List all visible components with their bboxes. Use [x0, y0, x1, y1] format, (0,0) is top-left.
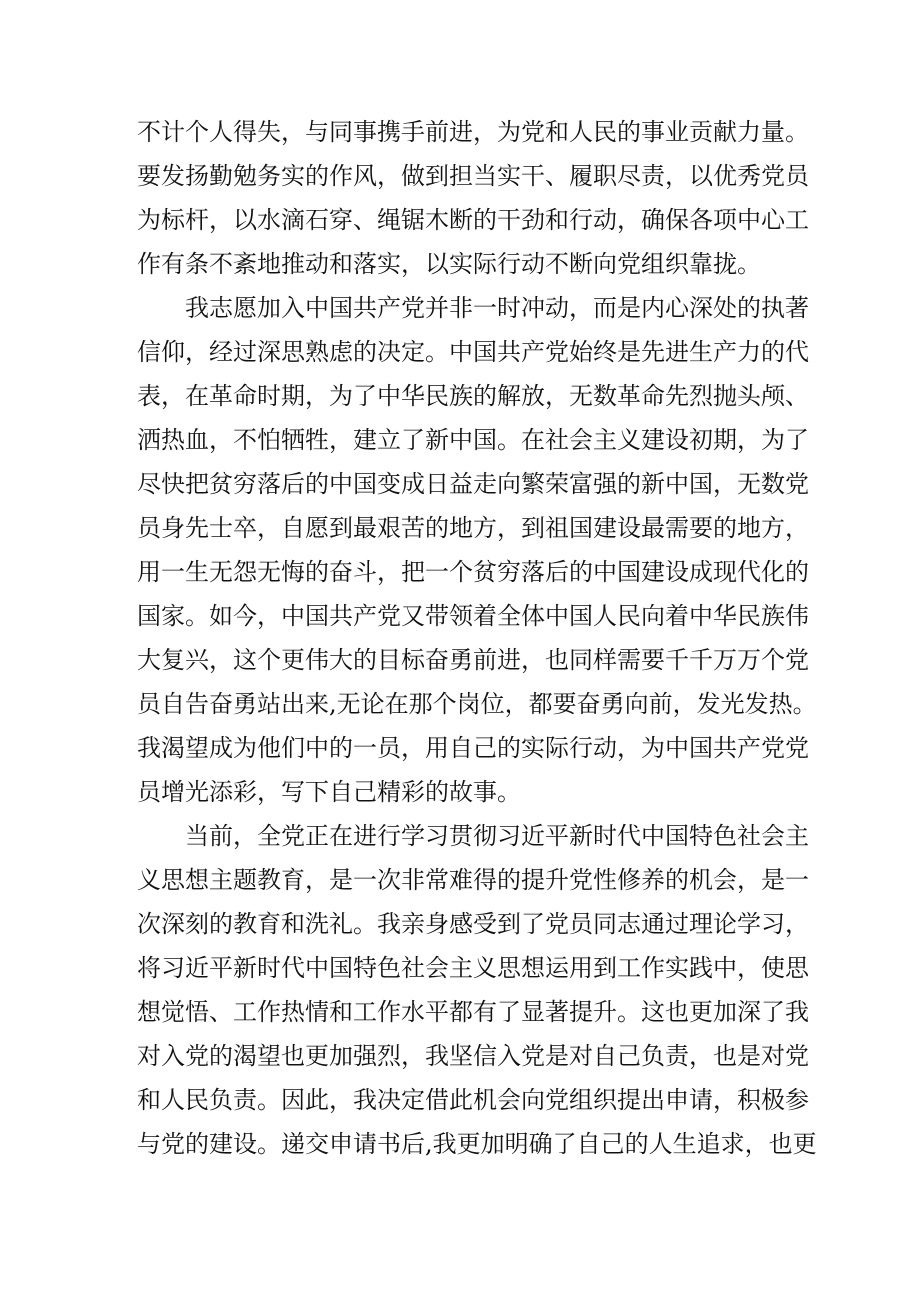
text-line: 信仰，经过深思熟虑的决定。中国共产党始终是先进生产力的代: [137, 338, 809, 366]
text-line: 国家。如今，中国共产党又带领着全体中国人民向着中华民族伟: [137, 602, 809, 630]
text-line: 与党的建设。递交申请书后,我更加明确了自己的人生追求，也更: [137, 1130, 817, 1158]
text-line: 作有条不紊地推动和落实，以实际行动不断向党组织靠拢。: [137, 250, 761, 278]
text-line: 和人民负责。因此，我决定借此机会向党组织提出申请，积极参: [137, 1086, 809, 1114]
text-line: 我渴望成为他们中的一员，用自己的实际行动，为中国共产党党: [137, 734, 809, 762]
text-line: 表，在革命时期，为了中华民族的解放，无数革命先烈抛头颅、: [137, 382, 809, 410]
text-line: 员增光添彩，写下自己精彩的故事。: [137, 778, 521, 806]
text-line: 为标杆，以水滴石穿、绳锯木断的干劲和行动，确保各项中心工: [137, 206, 809, 234]
text-line: 尽快把贫穷落后的中国变成日益走向繁荣富强的新中国，无数党: [137, 470, 809, 498]
text-line: 对入党的渴望也更加强烈，我坚信入党是对自己负责，也是对党: [137, 1042, 809, 1070]
text-line: 将习近平新时代中国特色社会主义思想运用到工作实践中，使思: [137, 954, 809, 982]
text-line: 次深刻的教育和洗礼。我亲身感受到了党员同志通过理论学习，: [137, 910, 809, 938]
text-line: 员自告奋勇站出来,无论在那个岗位，都要奋勇向前，发光发热。: [137, 690, 817, 718]
text-line: 员身先士卒，自愿到最艰苦的地方，到祖国建设最需要的地方，: [137, 514, 809, 542]
text-line: 义思想主题教育，是一次非常难得的提升党性修养的机会，是一: [137, 866, 809, 894]
text-line: 洒热血，不怕牺牲，建立了新中国。在社会主义建设初期，为了: [137, 426, 809, 454]
text-line: 要发扬勤勉务实的作风，做到担当实干、履职尽责，以优秀党员: [137, 162, 809, 190]
text-line: 大复兴，这个更伟大的目标奋勇前进，也同样需要千千万万个党: [137, 646, 809, 674]
text-line: 想觉悟、工作热情和工作水平都有了显著提升。这也更加深了我: [137, 998, 809, 1026]
paragraph-first-line: 当前，全党正在进行学习贯彻习近平新时代中国特色社会主: [185, 822, 809, 850]
paragraph-first-line: 我志愿加入中国共产党并非一时冲动，而是内心深处的执著: [185, 294, 809, 322]
text-line: 用一生无怨无悔的奋斗，把一个贫穷落后的中国建设成现代化的: [137, 558, 809, 586]
text-line: 不计个人得失，与同事携手前进，为党和人民的事业贡献力量。: [137, 118, 809, 146]
